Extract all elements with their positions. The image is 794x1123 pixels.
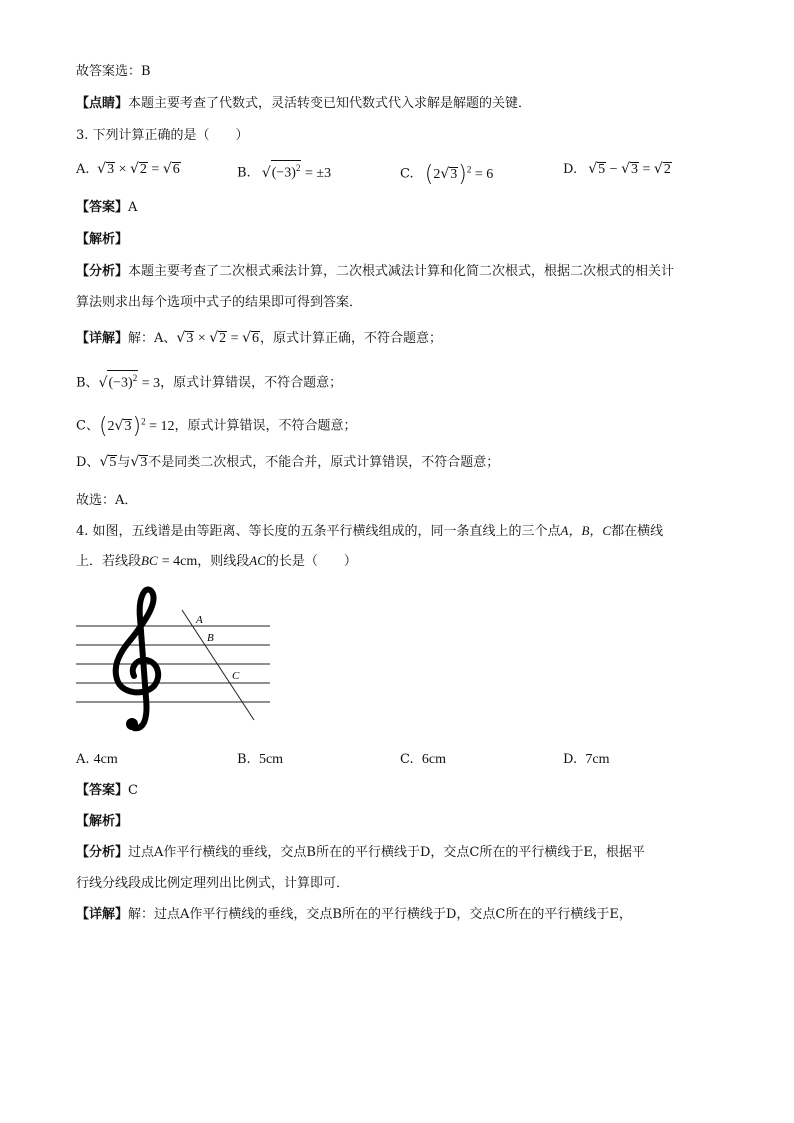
- q4-option-c-value: 6cm: [421, 752, 446, 767]
- q4-option-d-value: 7cm: [585, 752, 610, 767]
- q3-option-d-expr: √5 − √3 = √2: [588, 161, 671, 177]
- q4-stem-text1-end: 都在横线: [611, 524, 664, 539]
- q3-option-b: [237, 160, 331, 183]
- label-c: C: [232, 670, 240, 682]
- q4-seg-ac: AC: [249, 553, 266, 568]
- q4-detail-line1: [76, 906, 632, 924]
- q4-answer: [76, 782, 138, 800]
- q3-detail-tag: 【详解】: [76, 331, 129, 346]
- q3-option-c-label: C.: [400, 166, 414, 182]
- q4-option-c: [400, 751, 446, 769]
- q3-detail-d-suffix: 不是同类二次根式，不能合并，原式计算错误，不符合题意；: [148, 455, 500, 470]
- q3-answer-value: A: [128, 200, 138, 215]
- treble-clef-icon: [116, 590, 158, 729]
- q4-answer-tag: 【答案】: [76, 783, 129, 798]
- q3-detail-d-mid: 与: [117, 455, 131, 470]
- q3-option-d: [563, 160, 672, 179]
- q4-answer-value: C: [128, 783, 138, 798]
- q3-detail-c: [76, 412, 357, 439]
- q4-option-b-value: 5cm: [258, 752, 284, 767]
- q3-option-a-expr: √3 × √2 = √6: [97, 161, 180, 177]
- q3-fenxi-tag: 【分析】: [76, 264, 129, 279]
- q4-stem-points: A，B，C: [560, 523, 612, 538]
- q3-analysis-tag: 【解析】: [76, 232, 129, 247]
- q4-stem-line2: [76, 552, 357, 571]
- q3-fenxi-text1: 本题主要考查了二次根式乘法计算，二次根式减法计算和化简二次根式，根据二次根式的相关计: [128, 264, 675, 279]
- q4-stem-text2a: 上．若线段: [76, 554, 142, 569]
- q4-fenxi-tag: 【分析】: [76, 845, 129, 860]
- q4-option-a-value: 4cm: [93, 752, 118, 767]
- q4-stem-text2b: ，则线段: [197, 554, 250, 569]
- q4-fenxi-line1: [76, 844, 645, 862]
- q3-option-d-label: D.: [563, 162, 578, 177]
- q3-detail-b-expr: $√(-3)^2 = 3$: [99, 376, 161, 391]
- q3-option-a: [76, 160, 181, 179]
- q3-answer-tag: 【答案】: [76, 200, 129, 215]
- comment-text: 本题主要考查了代数式，灵活转变已知代数式代入求解是解题的关键．: [128, 96, 532, 111]
- q3-fenxi-line1: [76, 263, 674, 281]
- q3-option-b-label: B.: [237, 165, 251, 181]
- q3-detail-d: [76, 453, 499, 472]
- staff-lines: [76, 626, 270, 702]
- q4-stem-text2c: 的长是（ ）: [265, 554, 357, 569]
- q3-option-a-label: A.: [76, 162, 90, 177]
- q3-detail-b-prefix: B、: [76, 375, 99, 391]
- q4-stem-text1: 4. 如图，五线谱是由等距离、等长度的五条平行横线组成的，同一条直线上的三个点: [76, 524, 561, 539]
- q4-detail-tag: 【详解】: [76, 907, 129, 922]
- q4-fenxi-text1: 过点A作平行横线的垂线，交点B所在的平行横线于D，交点C所在的平行横线于E，根据平: [128, 845, 645, 860]
- q3-detail-c-expr: $(2√3)^2 = 12$: [98, 413, 175, 439]
- q3-detail-a-expr: √3 × √2 = √6: [176, 330, 259, 346]
- q3-conclusion: 故选：A．: [76, 493, 138, 508]
- q4-detail-text1: 解：过点A作平行横线的垂线，交点B所在的平行横线于D，交点C所在的平行横线于E，: [128, 907, 632, 922]
- q3-fenxi-line2: 算法则求出每个选项中式子的结果即可得到答案．: [76, 295, 363, 310]
- treble-clef-dot: [126, 718, 138, 730]
- previous-answer-line: 故答案选：B: [76, 64, 151, 79]
- q4-option-c-label: C.: [400, 752, 414, 767]
- q4-option-b: [237, 751, 283, 769]
- q4-analysis-tag: 【解析】: [76, 814, 129, 829]
- q4-staff-figure: [74, 578, 279, 738]
- label-b: B: [207, 632, 214, 644]
- q4-option-d: [563, 751, 609, 769]
- q3-option-c: [400, 160, 494, 187]
- q4-fenxi-line2: 行线分线段成比例定理列出比例式，计算即可．: [76, 876, 350, 891]
- q4-option-a: [76, 751, 118, 769]
- q3-detail-a-suffix: ，原式计算正确，不符合题意；: [259, 331, 442, 346]
- label-a: A: [196, 614, 203, 626]
- q3-detail-a: [76, 329, 442, 348]
- q4-option-d-label: D.: [563, 752, 578, 767]
- q3-detail-a-prefix: 解：A、: [128, 331, 177, 346]
- q3-detail-d-prefix: D、: [76, 455, 100, 470]
- q3-option-b-expr: $√(-3)^2 = \pm 3$: [255, 166, 331, 181]
- q4-stem-line1: [76, 522, 663, 541]
- q3-stem: 3. 下列计算正确的是（ ）: [76, 128, 249, 143]
- q3-answer: [76, 199, 137, 217]
- q3-detail-b: [76, 370, 342, 393]
- q3-detail-d-expr2: √3: [130, 454, 148, 470]
- q3-detail-c-prefix: C、: [76, 418, 99, 434]
- comment-tag: 【点睛】: [76, 96, 129, 111]
- q3-detail-c-suffix: ，原式计算错误，不符合题意；: [174, 418, 357, 434]
- q4-seg-bc-value: = 4cm: [161, 554, 198, 569]
- q3-detail-b-suffix: ，原式计算错误，不符合题意；: [160, 375, 343, 391]
- q4-option-a-label: A.: [76, 752, 90, 767]
- q4-seg-bc: BC: [141, 553, 158, 568]
- q3-detail-d-expr1: √5: [99, 454, 117, 470]
- q3-option-c-expr: $(2√3)^2 = 6$: [424, 161, 494, 187]
- previous-comment-line: [76, 95, 531, 113]
- q4-option-b-label: B.: [237, 752, 251, 767]
